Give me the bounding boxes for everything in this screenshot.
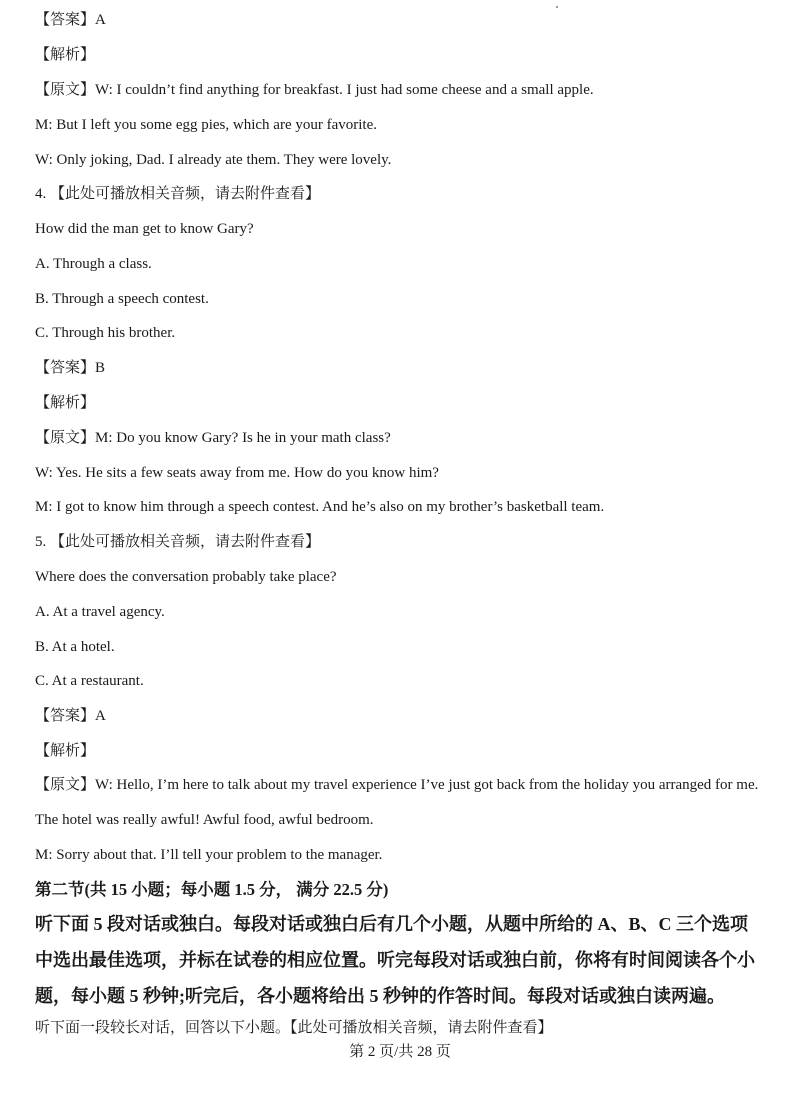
option-a: A. Through a class. (35, 256, 152, 272)
instruction-line: 听下面一段较长对话，回答以下小题。【此处可播放相关音频，请去附件查看】 (35, 1020, 553, 1036)
answer-label: 【答案】B (35, 360, 106, 376)
analysis-label: 【解析】 (35, 743, 96, 759)
transcript-line: W: Yes. He sits a few seats away from me. How do you know him? (35, 465, 439, 481)
section-instruction: 听下面 5 段对话或独白。每段对话或独白后有几个小题，从题中所给的 A、B、C 三个选项中选出最佳选项，并标在试卷的相应位置。听完每段对话或独白前，你将有时间阅读各个小题，每小题 5 秒钟;听完后，各小题将给出 5 秒钟的作答时间。每段对话或独白读两遍。 (35, 914, 755, 1006)
transcript-line: 【原文】M: Do you know Gary? Is he in your math class? (35, 430, 391, 446)
page-footer: 第 2 页/共 28 页 (349, 1044, 451, 1060)
question-text: Where does the conversation probably take place? (35, 569, 337, 585)
transcript-line: M: Sorry about that. I’ll tell your problem to the manager. (35, 847, 383, 863)
transcript-line: W: Only joking, Dad. I already ate them. They were lovely. (35, 152, 392, 168)
analysis-label: 【解析】 (35, 47, 96, 63)
option-b: B. Through a speech contest. (35, 291, 209, 307)
option-c: C. Through his brother. (35, 325, 176, 341)
answer-label: 【答案】A (35, 708, 106, 724)
question-text: How did the man get to know Gary? (35, 221, 254, 237)
question-header: 5. 【此处可播放相关音频，请去附件查看】 (35, 534, 321, 550)
transcript-line: 【原文】W: I couldn’t find anything for breakfast. I just had some cheese and a small apple. (35, 82, 594, 98)
analysis-label: 【解析】 (35, 395, 96, 411)
transcript-paragraph: 【原文】W: Hello, I’m here to talk about my travel experience I’ve just got back from the holiday you arranged for me. The hotel was really awful! Awful food, awful bedroom. (35, 777, 759, 828)
option-b: B. At a hotel. (35, 639, 115, 655)
option-a: A. At a travel agency. (35, 604, 165, 620)
question-header: 4. 【此处可播放相关音频，请去附件查看】 (35, 186, 321, 202)
transcript-line: M: I got to know him through a speech contest. And he’s also on my brother’s basketball team. (35, 499, 605, 515)
section-heading: 第二节(共 15 小题；每小题 1.5 分， 满分 22.5 分) (35, 880, 389, 899)
answer-label: 【答案】A (35, 12, 106, 28)
scan-mark (556, 6, 558, 8)
option-c: C. At a restaurant. (35, 673, 144, 689)
transcript-line: M: But I left you some egg pies, which are your favorite. (35, 117, 377, 133)
